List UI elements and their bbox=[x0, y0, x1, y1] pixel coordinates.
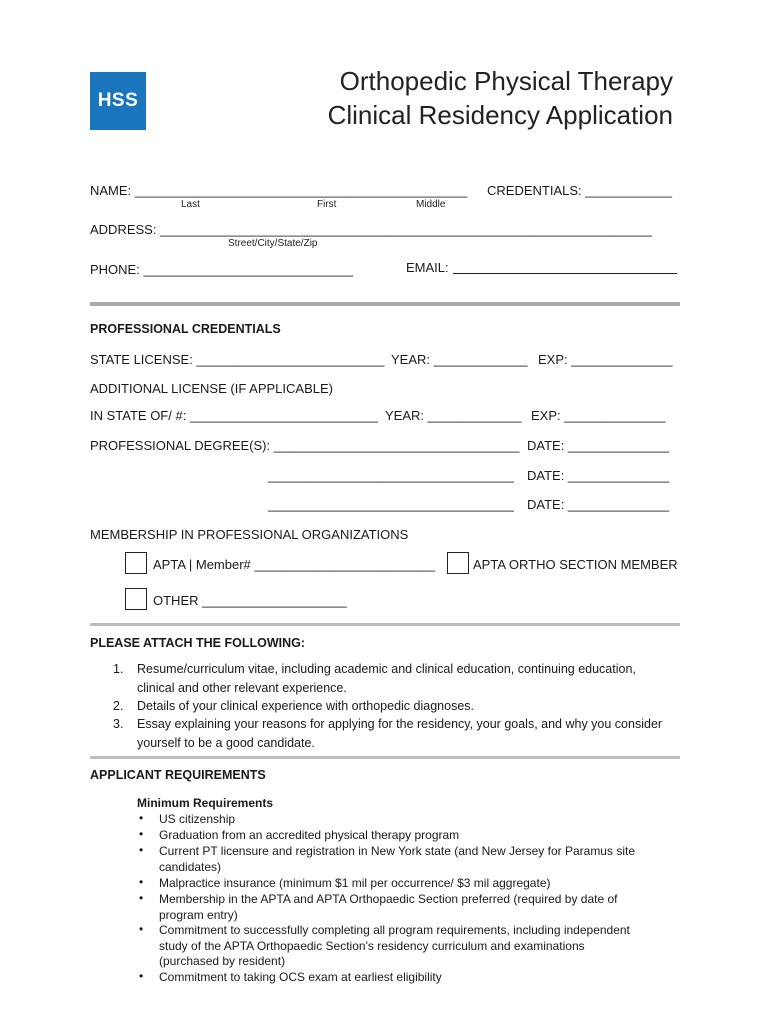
bullet: • bbox=[139, 969, 144, 983]
degree-field-3[interactable]: __________________________________ bbox=[268, 497, 514, 512]
attach-item-1-number: 1. bbox=[113, 662, 124, 676]
bullet: • bbox=[139, 922, 144, 936]
page-title-line2: Clinical Residency Application bbox=[327, 100, 673, 130]
apta-member-field[interactable]: APTA | Member# _________________________ bbox=[153, 557, 436, 572]
additional-license-label: ADDITIONAL LICENSE (IF APPLICABLE) bbox=[90, 381, 333, 396]
applicant-requirements-heading: APPLICANT REQUIREMENTS bbox=[90, 768, 266, 782]
requirement-item: Commitment to successfully completing all program requirements, including independent bbox=[159, 923, 630, 937]
additional-year-field[interactable]: YEAR: _____________ bbox=[385, 408, 522, 423]
degree-date-2[interactable]: DATE: ______________ bbox=[527, 468, 670, 483]
hss-logo: HSS bbox=[90, 72, 146, 130]
attach-item-3: Essay explaining your reasons for applying for the residency, your goals, and why you consider bbox=[137, 717, 663, 731]
credentials-field[interactable]: CREDENTIALS: ____________ bbox=[487, 183, 673, 198]
membership-heading: MEMBERSHIP IN PROFESSIONAL ORGANIZATIONS bbox=[90, 527, 409, 542]
phone-field[interactable]: PHONE: _____________________________ bbox=[90, 262, 354, 277]
attach-item-2: Details of your clinical experience with orthopedic diagnoses. bbox=[137, 699, 474, 713]
section-divider bbox=[90, 302, 680, 306]
address-field[interactable]: ADDRESS: ____________________________________________________________________ bbox=[90, 222, 652, 237]
attach-item-1: Resume/curriculum vitae, including academic and clinical education, continuing education, bbox=[137, 662, 636, 676]
attach-item-3-number: 3. bbox=[113, 717, 124, 731]
email-label: EMAIL: bbox=[406, 260, 449, 275]
attach-item-1-cont: clinical and other relevant experience. bbox=[137, 681, 347, 695]
in-state-field[interactable]: IN STATE OF/ #: __________________________ bbox=[90, 408, 378, 423]
section-divider bbox=[90, 623, 680, 626]
ortho-section-label: APTA ORTHO SECTION MEMBER bbox=[473, 557, 678, 572]
state-license-field[interactable]: STATE LICENSE: __________________________ bbox=[90, 352, 385, 367]
bullet: • bbox=[139, 827, 144, 841]
attach-heading: PLEASE ATTACH THE FOLLOWING: bbox=[90, 636, 306, 650]
ortho-section-checkbox[interactable] bbox=[447, 552, 469, 574]
requirement-item-cont: study of the APTA Orthopaedic Section's residency curriculum and examinations bbox=[159, 939, 585, 953]
requirement-item: Commitment to taking OCS exam at earliest eligibility bbox=[159, 970, 442, 984]
bullet: • bbox=[139, 811, 144, 825]
sub-label-address: Street/City/State/Zip bbox=[228, 238, 318, 249]
bullet: • bbox=[139, 875, 144, 889]
requirement-item: Current PT licensure and registration in New York state (and New Jersey for Paramus site bbox=[159, 844, 635, 858]
degree-date-1[interactable]: DATE: ______________ bbox=[527, 438, 670, 453]
degree-field-2[interactable]: __________________________________ bbox=[268, 468, 514, 483]
attach-item-2-number: 2. bbox=[113, 699, 124, 713]
section-divider bbox=[90, 756, 680, 759]
sub-label-first: First bbox=[317, 199, 337, 210]
attach-item-3-cont: yourself to be a good candidate. bbox=[137, 736, 315, 750]
apta-checkbox[interactable] bbox=[125, 552, 147, 574]
requirement-item-cont: candidates) bbox=[159, 860, 222, 874]
name-field[interactable]: NAME: ______________________________________________ bbox=[90, 183, 468, 198]
requirement-item: Membership in the APTA and APTA Orthopaedic Section preferred (required by date of bbox=[159, 892, 618, 906]
minimum-requirements-heading: Minimum Requirements bbox=[137, 796, 274, 810]
degree-field[interactable]: PROFESSIONAL DEGREE(S): __________________________________ bbox=[90, 438, 520, 453]
additional-exp-field[interactable]: EXP: ______________ bbox=[531, 408, 666, 423]
requirement-item: Graduation from an accredited physical therapy program bbox=[159, 828, 460, 842]
requirement-item: US citizenship bbox=[159, 812, 236, 826]
bullet: • bbox=[139, 843, 144, 857]
page-title-line1: Orthopedic Physical Therapy bbox=[339, 66, 673, 96]
license-year-field[interactable]: YEAR: _____________ bbox=[391, 352, 528, 367]
other-checkbox[interactable] bbox=[125, 588, 147, 610]
license-exp-field[interactable]: EXP: ______________ bbox=[538, 352, 673, 367]
sub-label-middle: Middle bbox=[416, 199, 446, 210]
other-field[interactable]: OTHER ____________________ bbox=[153, 593, 347, 608]
requirement-item-cont: (purchased by resident) bbox=[159, 954, 286, 968]
professional-credentials-heading: PROFESSIONAL CREDENTIALS bbox=[90, 322, 281, 336]
sub-label-last: Last bbox=[181, 199, 200, 210]
requirement-item: Malpractice insurance (minimum $1 mil per occurrence/ $3 mil aggregate) bbox=[159, 876, 551, 890]
email-field[interactable] bbox=[453, 273, 677, 274]
degree-date-3[interactable]: DATE: ______________ bbox=[527, 497, 670, 512]
bullet: • bbox=[139, 891, 144, 905]
requirement-item-cont: program entry) bbox=[159, 908, 238, 922]
